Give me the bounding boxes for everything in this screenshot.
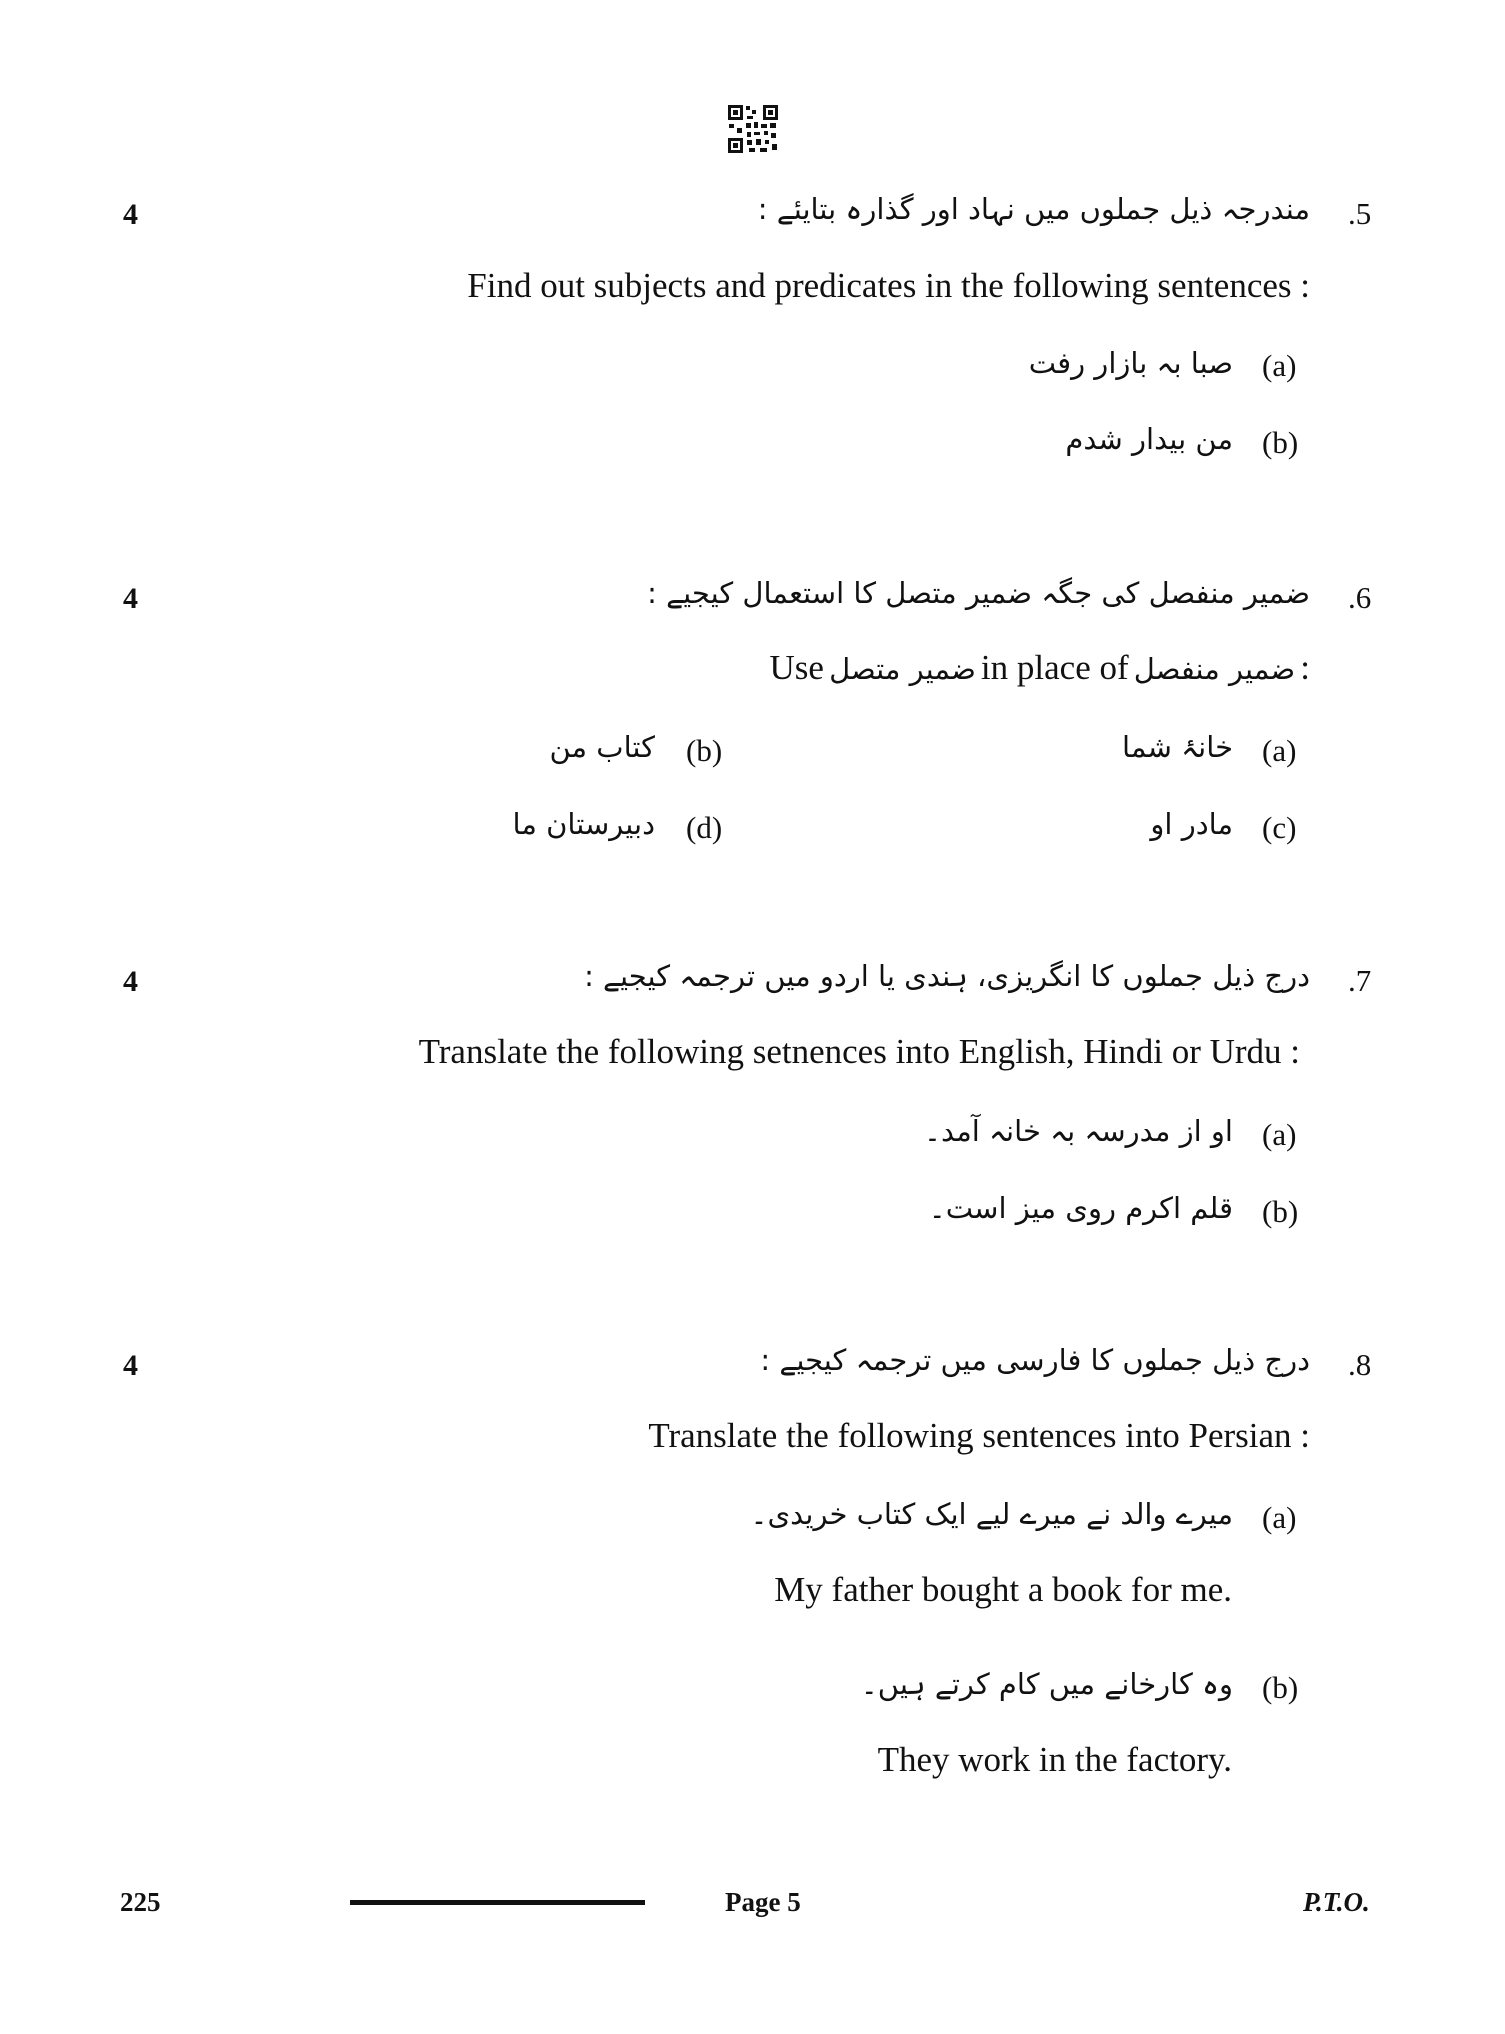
q6-in-place-of: in place of — [980, 648, 1129, 687]
q7a-text: او از مدرسہ بہ خانہ آمد۔ — [924, 1114, 1233, 1148]
q6b-text: کتاب من — [549, 730, 655, 764]
qr-code-icon — [727, 104, 779, 154]
q6d-label: (d) — [686, 810, 723, 845]
q5-urdu-prompt: مندرجہ ذیل جملوں میں نہاد اور گذارہ بتایئے : — [757, 192, 1310, 226]
q8-marks: 4 — [123, 1349, 138, 1382]
q6-marks: 4 — [123, 582, 138, 615]
q5-number: .5 — [1348, 196, 1372, 231]
q6-use-word: Use — [769, 648, 824, 687]
q6-urdu-prompt: ضمیر منفصل کی جگہ ضمیر متصل کا استعمال کیجیے : — [647, 576, 1310, 610]
q6a-label: (a) — [1262, 733, 1297, 768]
q5a-text: صبا بہ بازار رفت — [1028, 346, 1233, 380]
q8-number: .8 — [1348, 1347, 1372, 1382]
q6-number: .6 — [1348, 580, 1372, 615]
q6-muttasil-term: ضمیر متصل — [829, 652, 976, 686]
q6-english-prompt — [770, 648, 1310, 688]
q7b-text: قلم اکرم روی میز است۔ — [928, 1191, 1233, 1225]
q7b-label: (b) — [1262, 1194, 1299, 1229]
q7-urdu-prompt: درج ذیل جملوں کا انگریزی، ہندی یا اردو میں ترجمہ کیجیے : — [584, 959, 1310, 993]
q8a-english-text: My father bought a book for me. — [774, 1570, 1232, 1609]
q7-english-prompt: Translate the following setnences into English, Hindi or Urdu : — [418, 1032, 1300, 1071]
q6b-label: (b) — [686, 733, 723, 768]
q8-urdu-prompt: درج ذیل جملوں کا فارسی میں ترجمہ کیجیے : — [760, 1343, 1310, 1377]
q5a-label: (a) — [1262, 348, 1297, 383]
q6c-text: مادر او — [1150, 807, 1233, 841]
q8b-label: (b) — [1262, 1670, 1299, 1705]
q7-marks: 4 — [123, 965, 138, 998]
q8a-urdu-text: میرے والد نے میرے لیے ایک کتاب خریدی۔ — [750, 1497, 1233, 1531]
q6d-text: دبیرستان ما — [512, 807, 655, 841]
q6-colon: : — [1300, 648, 1310, 687]
q5-english-prompt: Find out subjects and predicates in the following sentences : — [467, 266, 1310, 305]
q5b-text: من بیدار شدم — [1065, 422, 1233, 456]
footer-rule — [350, 1900, 645, 1905]
q7-number: .7 — [1348, 963, 1372, 998]
footer-page-number: Page 5 — [725, 1887, 801, 1917]
footer-paper-code: 225 — [120, 1887, 161, 1917]
q6a-text: خانۂ شما — [1122, 730, 1233, 764]
q8a-label: (a) — [1262, 1500, 1297, 1535]
q8-english-prompt: Translate the following sentences into Persian : — [648, 1416, 1310, 1455]
q5b-label: (b) — [1262, 425, 1299, 460]
q5-marks: 4 — [123, 198, 138, 231]
q6c-label: (c) — [1262, 810, 1297, 845]
footer-pto: P.T.O. — [1303, 1887, 1370, 1917]
q8b-urdu-text: وہ کارخانے میں کام کرتے ہیں۔ — [860, 1667, 1233, 1701]
q6-munfasil-term: ضمیر منفصل — [1133, 652, 1296, 686]
q8b-english-text: They work in the factory. — [877, 1740, 1232, 1779]
q7a-label: (a) — [1262, 1117, 1297, 1152]
